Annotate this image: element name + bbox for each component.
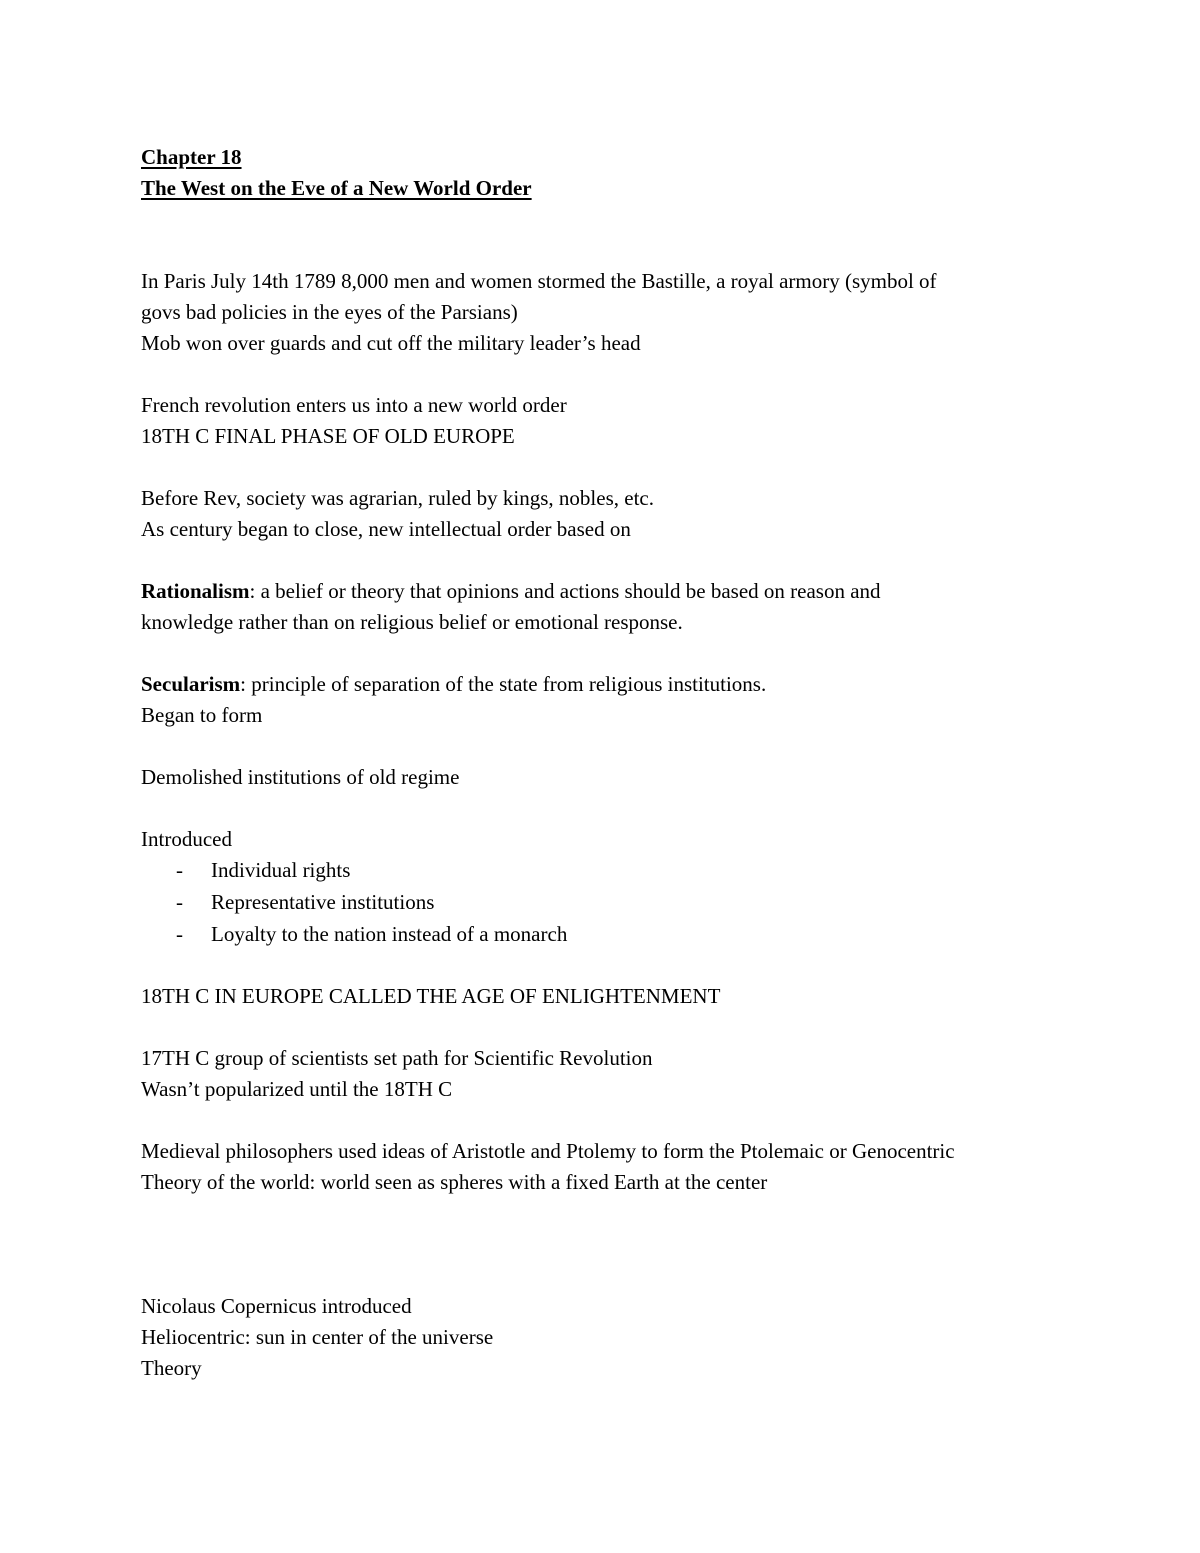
paragraph-line: Before Rev, society was agrarian, ruled by kings, nobles, etc.	[141, 486, 654, 510]
definition-rationalism	[141, 577, 881, 605]
bullet-dash: -	[176, 922, 183, 946]
paragraph-line: As century began to close, new intellectual order based on	[141, 517, 631, 541]
list-item: Loyalty to the nation instead of a monarch	[211, 922, 568, 946]
bullet-dash: -	[176, 890, 183, 914]
paragraph-line: Introduced	[141, 827, 232, 851]
paragraph-line: French revolution enters us into a new world order	[141, 393, 567, 417]
paragraph-line: 18TH C IN EUROPE CALLED THE AGE OF ENLIGHTENMENT	[141, 984, 721, 1008]
paragraph-line: govs bad policies in the eyes of the Parsians)	[141, 300, 518, 324]
chapter-title: The West on the Eve of a New World Order	[141, 176, 532, 200]
paragraph-line: Theory	[141, 1356, 202, 1380]
list-item: Individual rights	[211, 858, 351, 882]
definition-secularism	[141, 670, 766, 698]
paragraph-line: Wasn’t popularized until the 18TH C	[141, 1077, 453, 1101]
paragraph-line: Nicolaus Copernicus introduced	[141, 1294, 412, 1318]
paragraph-line: Mob won over guards and cut off the military leader’s head	[141, 331, 641, 355]
term-rationalism: Rationalism	[141, 579, 250, 603]
paragraph-line: Began to form	[141, 703, 263, 727]
chapter-heading: Chapter 18	[141, 145, 242, 169]
list-item: Representative institutions	[211, 890, 435, 914]
paragraph-line: Heliocentric: sun in center of the universe	[141, 1325, 494, 1349]
paragraph-line: In Paris July 14th 1789 8,000 men and women stormed the Bastille, a royal armory (symbol of	[141, 269, 937, 293]
bullet-dash: -	[176, 858, 183, 882]
paragraph-line: Demolished institutions of old regime	[141, 765, 460, 789]
paragraph-line: Medieval philosophers used ideas of Aristotle and Ptolemy to form the Ptolemaic or Genocentric	[141, 1139, 955, 1163]
paragraph-line: 17TH C group of scientists set path for Scientific Revolution	[141, 1046, 653, 1070]
definition-text: : principle of separation of the state from religious institutions.	[240, 672, 767, 696]
definition-text: : a belief or theory that opinions and actions should be based on reason and	[249, 579, 881, 603]
term-secularism: Secularism	[141, 672, 241, 696]
paragraph-line: Theory of the world: world seen as spheres with a fixed Earth at the center	[141, 1170, 768, 1194]
paragraph-line: knowledge rather than on religious belief or emotional response.	[141, 610, 683, 634]
paragraph-line: 18TH C FINAL PHASE OF OLD EUROPE	[141, 424, 515, 448]
